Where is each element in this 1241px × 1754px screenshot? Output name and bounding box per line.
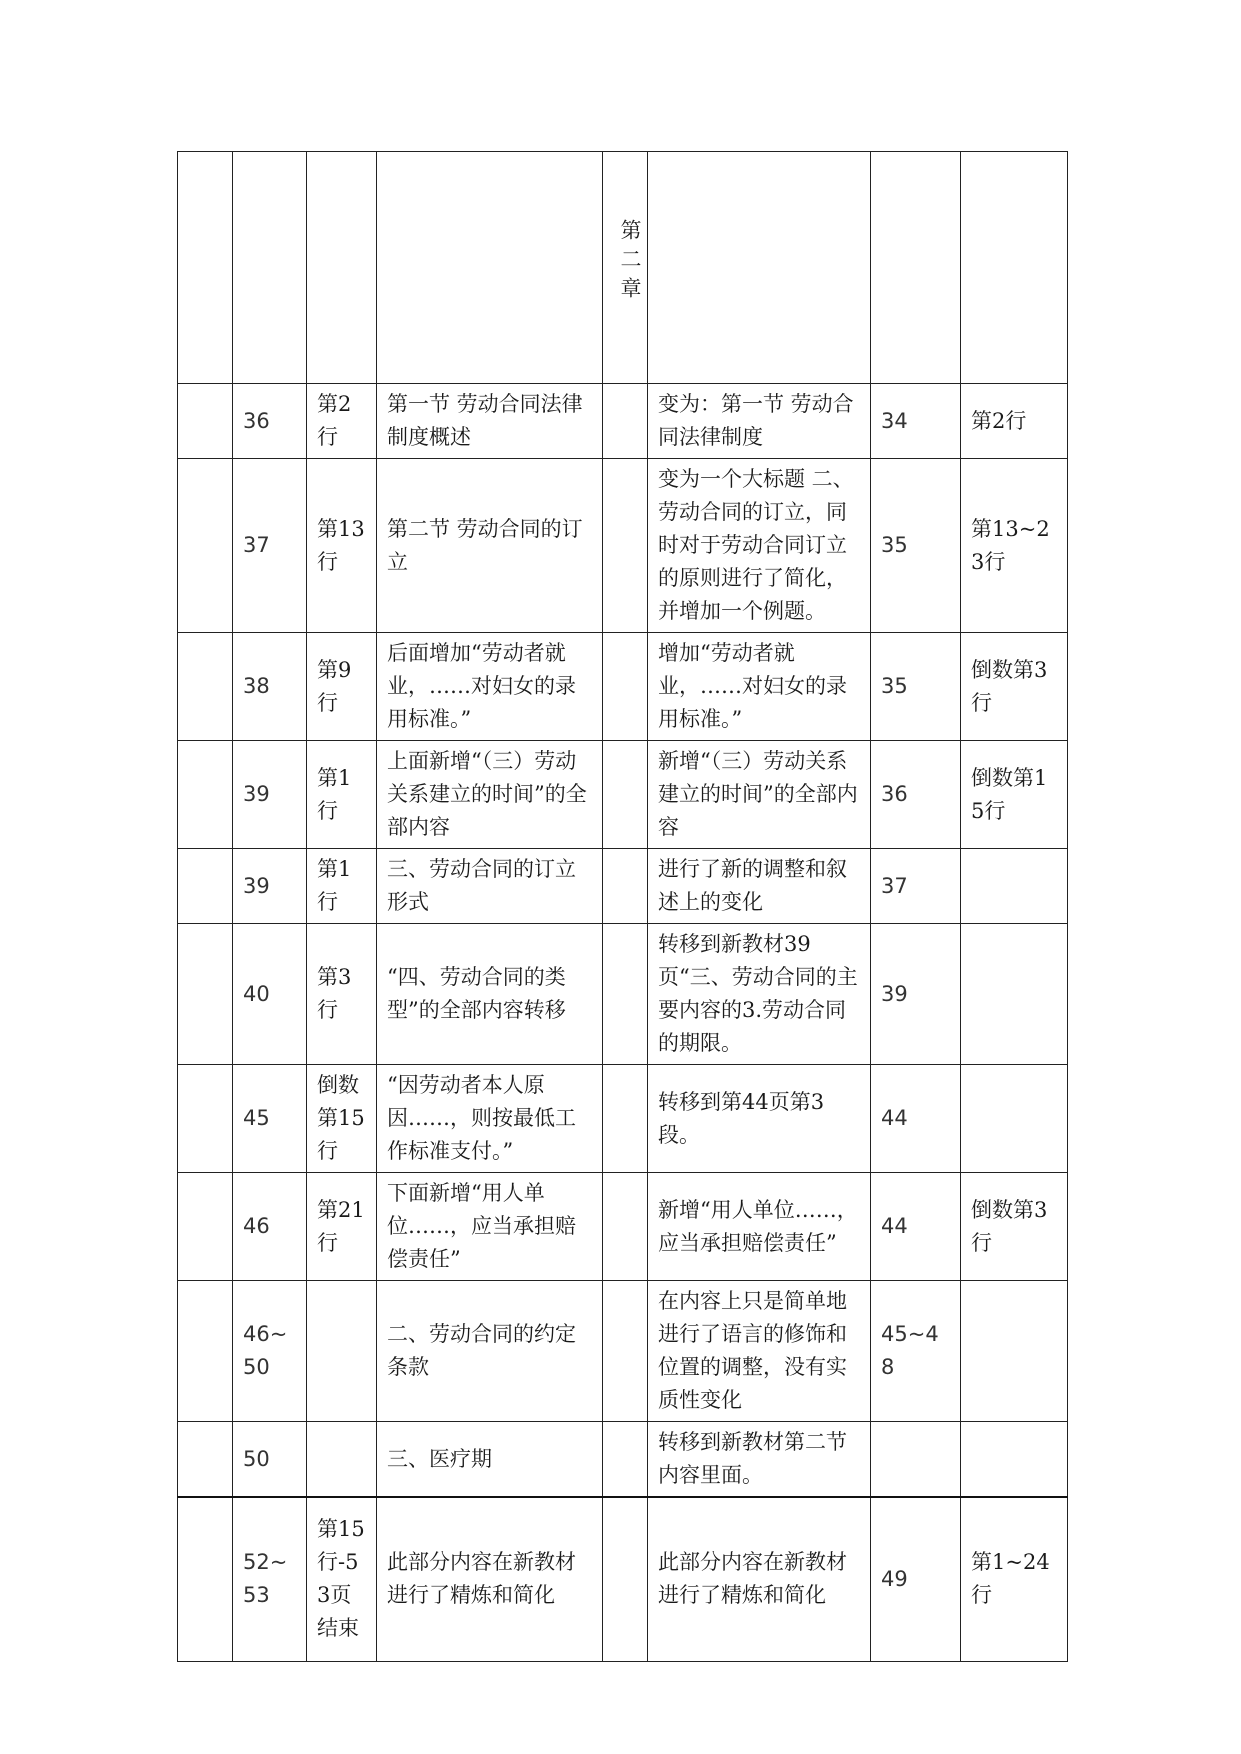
table-row: [178, 1173, 1068, 1281]
old-page: 46: [233, 1173, 307, 1281]
old-page: 50: [233, 1422, 307, 1498]
old-content: 第二节 劳动合同的订立: [377, 459, 603, 633]
old-page: 37: [233, 459, 307, 633]
table-row: [178, 1281, 1068, 1422]
new-page: 44: [871, 1173, 961, 1281]
old-page: 40: [233, 924, 307, 1065]
old-line: 倒数第15行: [307, 1065, 377, 1173]
new-line: 倒数第3行: [961, 633, 1068, 741]
change-description: 此部分内容在新教材进行了精炼和简化: [648, 1497, 871, 1661]
change-description: 在内容上只是简单地进行了语言的修饰和位置的调整，没有实质性变化: [648, 1281, 871, 1422]
new-page: 49: [871, 1497, 961, 1661]
table-row: [178, 384, 1068, 459]
old-line: [307, 1281, 377, 1422]
table-row: [178, 1497, 1068, 1661]
revision-table: [177, 151, 1068, 1662]
table-header-row: [178, 152, 1068, 384]
old-line: 第1行: [307, 741, 377, 849]
table-row: [178, 849, 1068, 924]
table-row: [178, 633, 1068, 741]
table-row: [178, 924, 1068, 1065]
old-content: 三、劳动合同的订立形式: [377, 849, 603, 924]
old-page: 39: [233, 741, 307, 849]
new-line: [961, 849, 1068, 924]
change-description: 转移到新教材39页“三、劳动合同的主要内容的3.劳动合同的期限。: [648, 924, 871, 1065]
old-line: 第15行-53页结束: [307, 1497, 377, 1661]
old-content: 第一节 劳动合同法律制度概述: [377, 384, 603, 459]
old-line: 第2行: [307, 384, 377, 459]
old-line: 第9行: [307, 633, 377, 741]
old-content: 后面增加“劳动者就业，……对妇女的录用标准。”: [377, 633, 603, 741]
new-page: 35: [871, 633, 961, 741]
old-page: 38: [233, 633, 307, 741]
new-page: 36: [871, 741, 961, 849]
change-description: 新增“用人单位……，应当承担赔偿责任”: [648, 1173, 871, 1281]
old-line: 第21行: [307, 1173, 377, 1281]
change-description: 变为：第一节 劳动合同法律制度: [648, 384, 871, 459]
old-content: “四、劳动合同的类型”的全部内容转移: [377, 924, 603, 1065]
old-line: 第1行: [307, 849, 377, 924]
old-content: 下面新增“用人单位……，应当承担赔偿责任”: [377, 1173, 603, 1281]
new-page: 35: [871, 459, 961, 633]
new-page: [871, 1422, 961, 1498]
change-description: 增加“劳动者就业，……对妇女的录用标准。”: [648, 633, 871, 741]
old-content: 上面新增“（三）劳动关系建立的时间”的全部内容: [377, 741, 603, 849]
new-page: 34: [871, 384, 961, 459]
table-row: [178, 741, 1068, 849]
old-page: 39: [233, 849, 307, 924]
chapter-label: 第二章: [618, 219, 642, 306]
old-page: 45: [233, 1065, 307, 1173]
change-description: 进行了新的调整和叙述上的变化: [648, 849, 871, 924]
old-content: 此部分内容在新教材进行了精炼和简化: [377, 1497, 603, 1661]
old-content: 三、医疗期: [377, 1422, 603, 1498]
new-line: 倒数第15行: [961, 741, 1068, 849]
new-page: 44: [871, 1065, 961, 1173]
chapter-cell: [603, 152, 648, 384]
change-description: 新增“（三）劳动关系建立的时间”的全部内容: [648, 741, 871, 849]
old-line: 第3行: [307, 924, 377, 1065]
new-line: 第13~23行: [961, 459, 1068, 633]
new-line: 第1~24行: [961, 1497, 1068, 1661]
old-line: [307, 1422, 377, 1498]
old-content: “因劳动者本人原因……，则按最低工作标准支付。”: [377, 1065, 603, 1173]
old-page: 52~53: [233, 1497, 307, 1661]
change-description: 转移到新教材第二节内容里面。: [648, 1422, 871, 1498]
table-row: [178, 1065, 1068, 1173]
new-line: 倒数第3行: [961, 1173, 1068, 1281]
new-line: [961, 1422, 1068, 1498]
table-row: [178, 1422, 1068, 1498]
old-content: 二、劳动合同的约定条款: [377, 1281, 603, 1422]
new-page: 37: [871, 849, 961, 924]
old-page: 46~50: [233, 1281, 307, 1422]
new-line: 第2行: [961, 384, 1068, 459]
table-row: [178, 459, 1068, 633]
old-page: 36: [233, 384, 307, 459]
change-description: 变为一个大标题 二、劳动合同的订立，同时对于劳动合同订立的原则进行了简化，并增加一个例题。: [648, 459, 871, 633]
old-line: 第13行: [307, 459, 377, 633]
new-line: [961, 1281, 1068, 1422]
new-line: [961, 1065, 1068, 1173]
change-description: 转移到第44页第3段。: [648, 1065, 871, 1173]
new-page: 39: [871, 924, 961, 1065]
new-line: [961, 924, 1068, 1065]
new-page: 45~48: [871, 1281, 961, 1422]
